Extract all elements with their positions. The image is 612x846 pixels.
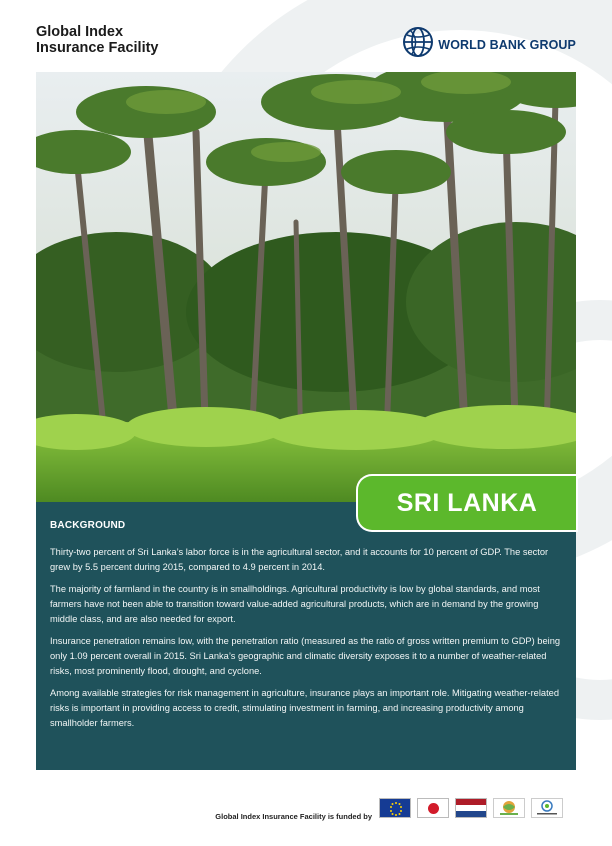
eu-flag-icon bbox=[379, 798, 411, 818]
funder-logos bbox=[379, 798, 563, 818]
paragraph: Insurance penetration remains low, with the penetration ratio (measured as the ratio of gross written premium to GDP) being only 1.09 percent overall in 2015. Sri Lanka’s geographic and climatic diversity exposes it to a number of weather-related risks, most prominently flood, drought, and cyclone. bbox=[50, 636, 561, 676]
japan-flag-icon bbox=[417, 798, 449, 818]
netherlands-flag-icon bbox=[455, 798, 487, 818]
brand-line-1: Global Index bbox=[36, 24, 124, 40]
globe-icon bbox=[402, 26, 434, 63]
footer bbox=[0, 796, 612, 826]
funded-by-label: Global Index Insurance Facility is funded by bbox=[215, 812, 372, 821]
brand-line-2: Insurance Facility bbox=[36, 40, 159, 56]
paragraph: Among available strategies for risk management in agriculture, insurance plays an important role. Mitigating weather-related risks is important in providing access to credit, stimulating investment in farming, and increasing productivity among smallholder farmers. bbox=[50, 688, 560, 728]
paragraph: Thirty-two percent of Sri Lanka’s labor force is in the agricultural sector, and it accounts for 10 percent of GDP. The sector grew by 5.5 percent during 2015, compared to 4.9 percent in 2014. bbox=[50, 547, 549, 572]
country-title-badge: SRI LANKA bbox=[358, 476, 576, 530]
donor-logo-icon bbox=[493, 798, 525, 818]
gif-logo-text bbox=[36, 24, 159, 56]
world-bank-group-label: WORLD BANK GROUP bbox=[438, 37, 576, 52]
paragraph: The majority of farmland in the country is in smallholdings. Agricultural productivity is low by global standards, and most farmers have not been able to transition toward value-added agricultural products, which are in demand by the growing middle class, and are also needed for export. bbox=[50, 584, 540, 624]
donor-logo-icon bbox=[531, 798, 563, 818]
hero-photo-palm-trees bbox=[36, 72, 576, 502]
world-bank-group-logo bbox=[402, 26, 576, 63]
background-panel bbox=[36, 502, 576, 770]
section-heading: BACKGROUND bbox=[50, 520, 126, 531]
